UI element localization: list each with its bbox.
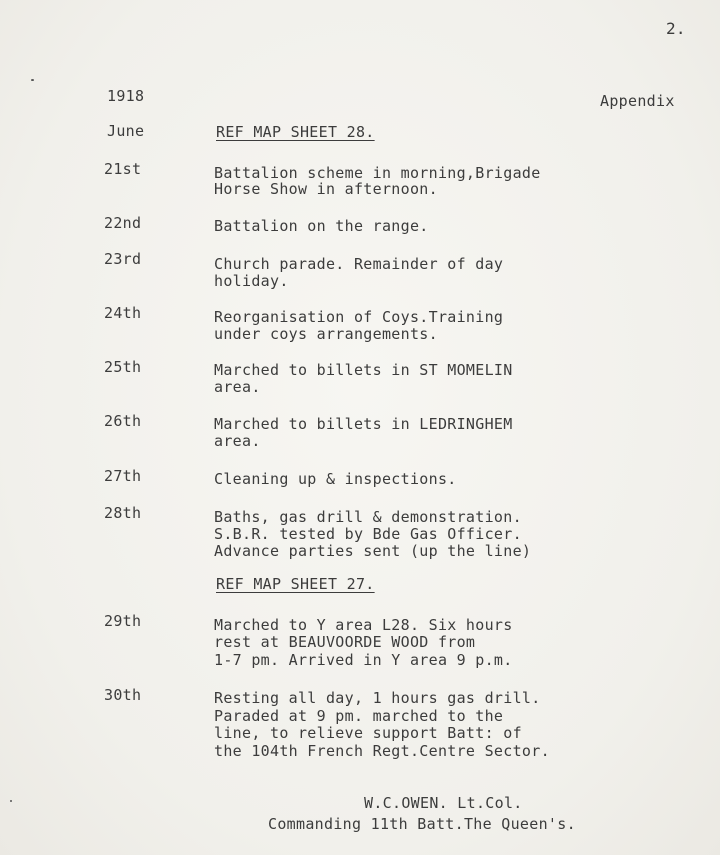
entry-line: Advance parties sent (up the line) [214, 542, 532, 560]
entry-line: the 104th French Regt.Centre Sector. [214, 742, 550, 760]
paper-speck [10, 800, 12, 802]
entry-date: 30th [104, 686, 142, 704]
entry-line: Reorganisation of Coys.Training [214, 308, 504, 326]
map-sheet-heading-28: REF MAP SHEET 28. [216, 123, 375, 141]
paper-speck [31, 79, 34, 81]
entry-line: Marched to billets in ST MOMELIN [214, 361, 513, 379]
entry-line: Baths, gas drill & demonstration. [214, 508, 522, 526]
map-sheet-heading-27: REF MAP SHEET 27. [216, 575, 375, 593]
entry-date: 23rd [104, 250, 142, 268]
entry-line: line, to relieve support Batt: of [214, 724, 522, 742]
entry-date: 26th [104, 412, 142, 430]
entry-line: Paraded at 9 pm. marched to the [214, 707, 504, 725]
entry-line: holiday. [214, 272, 289, 290]
entry-line: Battalion scheme in morning,Brigade [214, 164, 541, 182]
entry-date: 24th [104, 304, 142, 322]
entry-line: Horse Show in afternoon. [214, 180, 438, 198]
entry-line: Church parade. Remainder of day [214, 255, 504, 273]
appendix-label: Appendix [600, 92, 675, 110]
entry-line: Marched to Y area L28. Six hours [214, 616, 513, 634]
entry-date: 29th [104, 612, 142, 630]
signature-name: W.C.OWEN. Lt.Col. [364, 794, 523, 812]
entry-date: 25th [104, 358, 142, 376]
entry-line: Cleaning up & inspections. [214, 470, 457, 488]
entry-line: under coys arrangements. [214, 325, 438, 343]
entry-date: 27th [104, 467, 142, 485]
entry-date: 22nd [104, 214, 142, 232]
entry-line: Marched to billets in LEDRINGHEM [214, 415, 513, 433]
signature-title: Commanding 11th Batt.The Queen's. [268, 815, 576, 833]
entry-line: 1-7 pm. Arrived in Y area 9 p.m. [214, 651, 513, 669]
year: 1918 [107, 87, 145, 105]
entry-line: rest at BEAUVOORDE WOOD from [214, 633, 476, 651]
entry-date: 28th [104, 504, 142, 522]
entry-line: area. [214, 432, 261, 450]
entry-date: 21st [104, 160, 142, 178]
entry-line: area. [214, 378, 261, 396]
entry-line: Resting all day, 1 hours gas drill. [214, 689, 541, 707]
month: June [107, 122, 145, 140]
entry-line: Battalion on the range. [214, 217, 429, 235]
page-number: 2. [666, 19, 686, 38]
entry-line: S.B.R. tested by Bde Gas Officer. [214, 525, 522, 543]
